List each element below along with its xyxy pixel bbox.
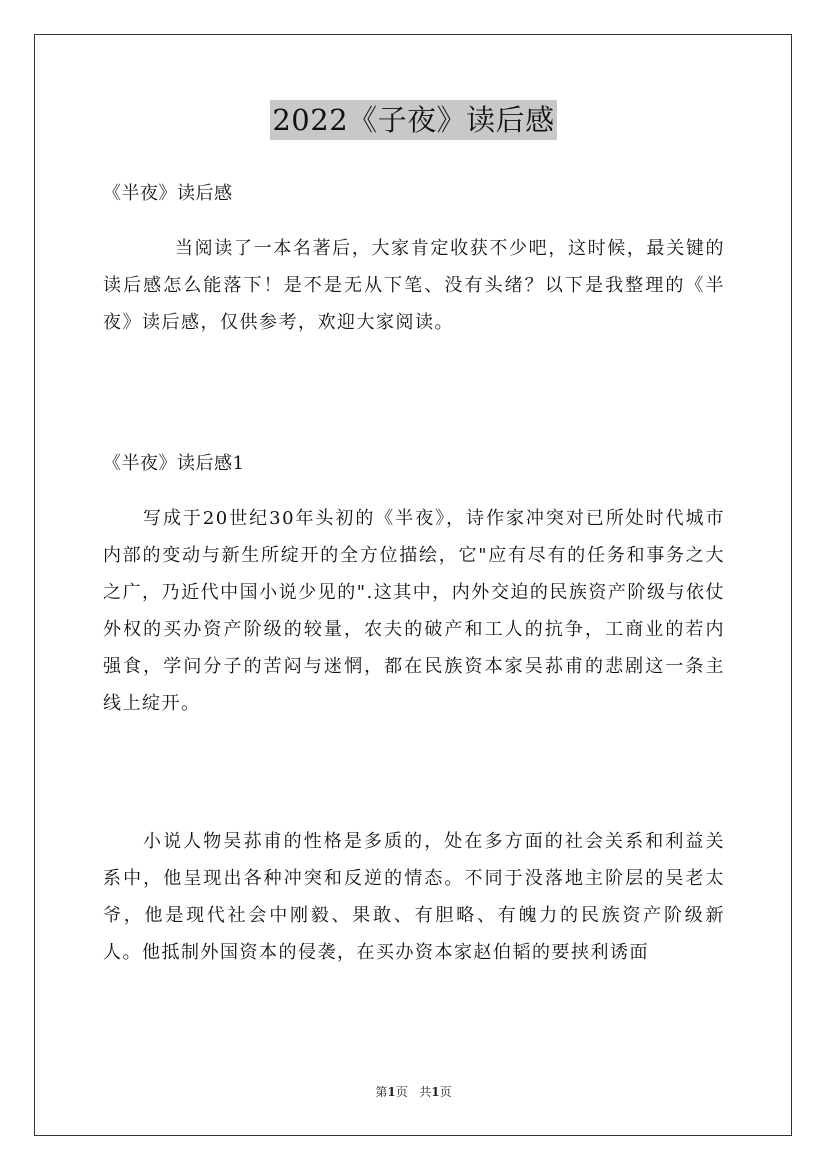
section1-paragraph-2: 小说人物吴荪甫的性格是多质的，处在多方面的社会关系和利益关系中，他呈现出各种冲突和反逆的情态。不同于没落地主阶层的吴老太爷，他是现代社会中刚毅、果敢、有胆略、有魄力的民族资产阶级新人。他抵制外国资本的侵袭，在买办资本家赵伯韬的要挟利诱面 — [103, 831, 725, 963]
section1-paragraph-1: 写成于20世纪30年头初的《半夜》，诗作家冲突对已所处时代城市内部的变动与新生所绽开的全方位描绘，它"应有尽有的任务和事务之大之广，乃近代中国小说少见的".这其中，内外交迫的民族资产阶级与依仗外权的买办资产阶级的较量，农夫的破产和工人的抗争，工商业的若内强食，学问分子的苦闷与迷惘，都在民族资本家吴荪甫的悲剧这一条主线上绽开。 — [103, 508, 725, 714]
document-subtitle: 《半夜》读后感 — [103, 183, 233, 204]
section1-heading: 《半夜》读后感1 — [103, 453, 245, 474]
footer-page-mid: 页 — [395, 1085, 408, 1099]
footer-total-prefix: 共 — [419, 1085, 432, 1099]
footer-page-current: 1 — [387, 1085, 396, 1099]
intro-paragraph: 当阅读了一本名著后，大家肯定收获不少吧，这时候，最关键的读后感怎么能落下！是不是无从下笔、没有头绪？以下是我整理的《半夜》读后感，仅供参考，欢迎大家阅读。 — [103, 238, 725, 333]
footer-page-total: 1 — [431, 1085, 440, 1099]
footer-total-suffix: 页 — [439, 1085, 452, 1099]
title-wrap — [0, 100, 827, 140]
page-footer — [0, 1084, 827, 1100]
document-title: 2022《子夜》读后感 — [270, 100, 556, 140]
footer-page-prefix: 第 — [375, 1085, 388, 1099]
